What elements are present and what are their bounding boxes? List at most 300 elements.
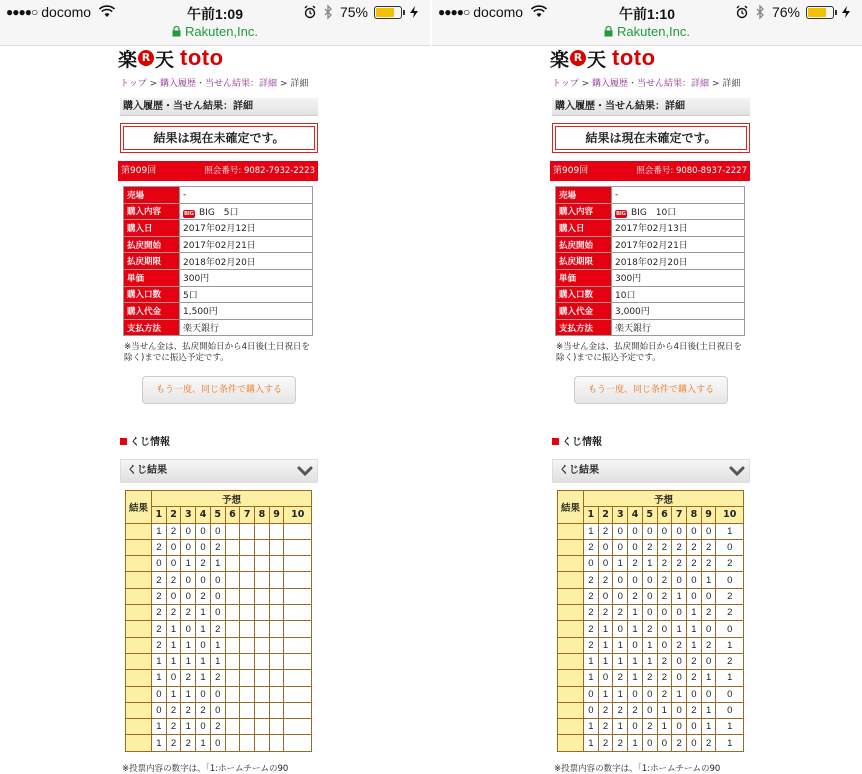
- breadcrumb-sep: >: [581, 79, 590, 89]
- grid-row: [558, 556, 744, 572]
- grid-cell: 0: [613, 572, 628, 588]
- result-notice-text: 結果は現在未確定です。: [123, 126, 315, 150]
- signal-icon: ●●●●○: [6, 5, 38, 19]
- grid-cell: 2: [196, 702, 211, 718]
- grid-row: [126, 556, 312, 572]
- breadcrumb-top-link[interactable]: トップ: [120, 79, 147, 89]
- url-text: Rakuten,Inc.: [617, 24, 690, 39]
- grid-cell: 1: [196, 653, 211, 669]
- grid-cell: 0: [181, 621, 196, 637]
- grid-cell: 0: [672, 572, 687, 588]
- grid-cell: 1: [613, 556, 628, 572]
- grid-cell: [284, 686, 312, 702]
- grid-cell: 0: [642, 686, 657, 702]
- grid-cell: 1: [598, 653, 613, 669]
- grid-row: [126, 539, 312, 555]
- grid-row: [126, 702, 312, 718]
- grid-cell: 1: [584, 735, 599, 751]
- grid-result-cell: [558, 539, 584, 555]
- grid-cell: [225, 686, 240, 702]
- grid-result-header: 結果: [558, 491, 584, 524]
- grid-cell: 0: [628, 637, 643, 653]
- battery-icon: [806, 6, 834, 19]
- grid-row: [126, 719, 312, 735]
- grid-cell: 0: [687, 523, 702, 539]
- grid-cell: 2: [701, 735, 716, 751]
- grid-cell: 0: [672, 670, 687, 686]
- grid-cell: 1: [598, 637, 613, 653]
- grid-row: [558, 588, 744, 604]
- grid-cell: [284, 702, 312, 718]
- bluetooth-icon: [754, 5, 766, 19]
- grid-cell: 0: [181, 523, 196, 539]
- grid-cell: [269, 605, 284, 621]
- grid-cell: [255, 653, 270, 669]
- square-bullet-icon: [552, 438, 559, 445]
- grid-cell: [284, 588, 312, 604]
- purchase-detail-table: [555, 186, 745, 336]
- url-bar[interactable]: [432, 24, 862, 39]
- grid-cell: 1: [181, 686, 196, 702]
- kuji-result-accordion[interactable]: [120, 459, 318, 483]
- kuji-info-label: くじ情報: [130, 437, 170, 448]
- grid-cell: 2: [716, 653, 744, 669]
- detail-key: 売場: [556, 187, 612, 204]
- detail-row: [124, 319, 313, 336]
- grid-row: [558, 719, 744, 735]
- grid-cell: 0: [584, 556, 599, 572]
- detail-value: -: [612, 187, 745, 204]
- detail-key: 購入代金: [124, 303, 180, 320]
- grid-cell: 0: [584, 702, 599, 718]
- breadcrumb-current: 詳細: [722, 79, 741, 89]
- grid-cell: [240, 702, 255, 718]
- charging-icon: [840, 5, 852, 19]
- grid-row: [126, 735, 312, 751]
- kuji-info-heading: [120, 433, 170, 448]
- grid-cell: 0: [196, 637, 211, 653]
- grid-column-header: 10: [284, 507, 312, 523]
- grid-cell: 0: [642, 523, 657, 539]
- grid-cell: 0: [642, 702, 657, 718]
- grid-result-cell: [558, 686, 584, 702]
- detail-key: 購入口数: [124, 286, 180, 303]
- breadcrumb-sep: >: [149, 79, 158, 89]
- rakuten-toto-logo[interactable]: [550, 46, 656, 70]
- purchase-detail-table: [123, 186, 313, 336]
- grid-cell: 0: [701, 588, 716, 604]
- grid-cell: 2: [152, 539, 167, 555]
- grid-cell: [255, 621, 270, 637]
- grid-column-header: 10: [716, 507, 744, 523]
- grid-cell: 1: [716, 719, 744, 735]
- grid-row: [126, 653, 312, 669]
- grid-cell: [255, 686, 270, 702]
- grid-cell: [255, 523, 270, 539]
- grid-cell: [240, 719, 255, 735]
- grid-cell: 2: [598, 572, 613, 588]
- grid-cell: 2: [687, 670, 702, 686]
- grid-cell: 0: [716, 702, 744, 718]
- grid-cell: 2: [210, 670, 225, 686]
- grid-cell: [269, 523, 284, 539]
- grid-cell: 2: [716, 605, 744, 621]
- grid-cell: [284, 637, 312, 653]
- grid-cell: 2: [672, 556, 687, 572]
- grid-cell: 1: [584, 653, 599, 669]
- logo-ten: 天: [587, 48, 607, 71]
- grid-cell: 2: [701, 556, 716, 572]
- grid-cell: 1: [181, 637, 196, 653]
- grid-cell: 1: [181, 556, 196, 572]
- grid-cell: [225, 523, 240, 539]
- grid-result-cell: [126, 735, 152, 751]
- detail-row: [124, 286, 313, 303]
- grid-cell: 0: [642, 588, 657, 604]
- detail-row: [556, 269, 745, 286]
- detail-row: [556, 220, 745, 237]
- breadcrumb-sep: >: [279, 79, 288, 89]
- grid-cell: 2: [657, 588, 672, 604]
- grid-cell: [269, 719, 284, 735]
- grid-cell: 1: [628, 605, 643, 621]
- grid-cell: 2: [166, 572, 181, 588]
- detail-value: 300円: [612, 269, 745, 286]
- grid-cell: [269, 588, 284, 604]
- grid-cell: 1: [613, 686, 628, 702]
- grid-cell: 0: [687, 572, 702, 588]
- status-right: [304, 4, 420, 20]
- grid-cell: 0: [613, 539, 628, 555]
- grid-cell: 1: [642, 653, 657, 669]
- detail-value: 2018年02月20日: [612, 253, 745, 270]
- grid-cell: 0: [716, 539, 744, 555]
- grid-cell: 1: [210, 556, 225, 572]
- grid-cell: 0: [166, 556, 181, 572]
- alarm-icon: [304, 5, 316, 19]
- grid-result-cell: [126, 653, 152, 669]
- detail-key: 単価: [124, 269, 180, 286]
- carrier-name: docomo: [41, 4, 92, 20]
- url-bar[interactable]: [0, 24, 430, 39]
- kuji-result-accordion[interactable]: [552, 459, 750, 483]
- grid-cell: 0: [210, 605, 225, 621]
- detail-row: [124, 253, 313, 270]
- breadcrumb: [120, 76, 308, 89]
- grid-cell: 0: [672, 702, 687, 718]
- grid-cell: 1: [701, 702, 716, 718]
- grid-cell: 0: [657, 637, 672, 653]
- grid-cell: 2: [166, 702, 181, 718]
- detail-key: 払戻開始: [124, 236, 180, 253]
- grid-cell: 2: [152, 637, 167, 653]
- grid-cell: 0: [628, 539, 643, 555]
- charging-icon: [408, 5, 420, 19]
- grid-cell: 2: [181, 605, 196, 621]
- grid-cell: 0: [642, 572, 657, 588]
- detail-key: 購入日: [124, 220, 180, 237]
- grid-cell: 1: [716, 637, 744, 653]
- payout-note: ※当せん金は、払戻開始日から4日後(土日祝日を除く)までに振込予定です。: [556, 342, 742, 363]
- grid-cell: [269, 637, 284, 653]
- breadcrumb-history-link[interactable]: 購入履歴・当せん結果：詳細: [592, 79, 710, 89]
- grid-cell: 1: [628, 670, 643, 686]
- grid-cell: [284, 605, 312, 621]
- grid-cell: [269, 556, 284, 572]
- grid-cell: 1: [196, 735, 211, 751]
- breadcrumb-top-link[interactable]: トップ: [552, 79, 579, 89]
- detail-row: [556, 203, 745, 220]
- grid-cell: 0: [210, 702, 225, 718]
- grid-cell: 1: [152, 670, 167, 686]
- detail-key: 払戻期限: [556, 253, 612, 270]
- grid-column-header: 6: [225, 507, 240, 523]
- grid-cell: 2: [701, 605, 716, 621]
- grid-cell: 1: [598, 686, 613, 702]
- grid-column-header: 9: [701, 507, 716, 523]
- grid-row: [126, 637, 312, 653]
- grid-result-cell: [558, 735, 584, 751]
- big-lottery-icon: BIG: [616, 210, 626, 217]
- grid-cell: 1: [701, 670, 716, 686]
- grid-cell: 0: [613, 621, 628, 637]
- detail-value: 楽天銀行: [612, 319, 745, 336]
- grid-cell: 1: [672, 621, 687, 637]
- grid-result-cell: [558, 588, 584, 604]
- grid-cell: 1: [166, 621, 181, 637]
- grid-cell: 2: [584, 621, 599, 637]
- grid-cell: 1: [613, 653, 628, 669]
- grid-cell: 2: [687, 702, 702, 718]
- grid-prediction-header: 予想: [152, 491, 312, 507]
- reference-number: 照会番号: 9082-7932-2223: [204, 166, 315, 176]
- grid-column-header: 3: [613, 507, 628, 523]
- detail-row: [124, 269, 313, 286]
- big-lottery-icon: BIG: [184, 210, 194, 217]
- grid-cell: 1: [166, 686, 181, 702]
- grid-result-cell: [126, 686, 152, 702]
- grid-cell: [240, 605, 255, 621]
- grid-cell: 1: [613, 637, 628, 653]
- grid-cell: 1: [152, 523, 167, 539]
- grid-cell: 2: [672, 539, 687, 555]
- battery-fill: [376, 8, 394, 17]
- battery-percent: 75%: [339, 4, 368, 20]
- detail-value-text: BIG 10口: [631, 207, 677, 218]
- detail-value: 楽天銀行: [180, 319, 313, 336]
- detail-value: 3,000円: [612, 303, 745, 320]
- grid-cell: 2: [584, 572, 599, 588]
- grid-cell: 2: [210, 539, 225, 555]
- grid-cell: 2: [687, 556, 702, 572]
- grid-cell: 1: [716, 735, 744, 751]
- grid-cell: 0: [152, 686, 167, 702]
- grid-column-header: 1: [584, 507, 599, 523]
- grid-cell: 1: [181, 653, 196, 669]
- grid-result-cell: [558, 637, 584, 653]
- grid-row: [558, 702, 744, 718]
- grid-cell: 1: [657, 719, 672, 735]
- grid-cell: 0: [701, 653, 716, 669]
- grid-cell: 1: [166, 653, 181, 669]
- grid-cell: 0: [701, 686, 716, 702]
- detail-key: 購入日: [556, 220, 612, 237]
- grid-cell: 0: [672, 605, 687, 621]
- grid-cell: 2: [598, 735, 613, 751]
- grid-cell: [255, 719, 270, 735]
- payout-note: ※当せん金は、払戻開始日から4日後(土日祝日を除く)までに振込予定です。: [124, 342, 310, 363]
- grid-cell: 0: [716, 686, 744, 702]
- detail-value: 300円: [180, 269, 313, 286]
- grid-cell: 2: [657, 539, 672, 555]
- grid-cell: [225, 670, 240, 686]
- grid-cell: 2: [657, 653, 672, 669]
- grid-cell: 1: [181, 719, 196, 735]
- rakuten-toto-logo[interactable]: [118, 46, 224, 70]
- grid-cell: 0: [628, 719, 643, 735]
- grid-cell: [269, 572, 284, 588]
- grid-cell: 0: [687, 686, 702, 702]
- grid-cell: 0: [657, 735, 672, 751]
- grid-cell: [240, 523, 255, 539]
- grid-column-header: 7: [240, 507, 255, 523]
- detail-value: [612, 203, 745, 220]
- grid-cell: 2: [181, 735, 196, 751]
- grid-result-cell: [126, 719, 152, 735]
- grid-cell: 2: [613, 702, 628, 718]
- grid-cell: 2: [210, 621, 225, 637]
- grid-cell: 2: [672, 735, 687, 751]
- grid-cell: [284, 735, 312, 751]
- grid-cell: 2: [628, 588, 643, 604]
- grid-cell: 0: [210, 523, 225, 539]
- grid-row: [558, 735, 744, 751]
- detail-value: 2017年02月12日: [180, 220, 313, 237]
- round-bar: [118, 161, 318, 181]
- round-number: 第909回: [553, 166, 589, 176]
- grid-result-cell: [126, 556, 152, 572]
- grid-cell: 1: [628, 621, 643, 637]
- grid-cell: 0: [210, 735, 225, 751]
- grid-cell: 1: [166, 637, 181, 653]
- grid-cell: 2: [598, 719, 613, 735]
- grid-cell: 2: [716, 588, 744, 604]
- grid-result-cell: [558, 605, 584, 621]
- footer-note: ※投票内容の数字は、「1:ホームチームの90: [554, 764, 721, 774]
- kuji-result-label: くじ結果: [559, 465, 599, 476]
- grid-cell: 2: [687, 539, 702, 555]
- grid-cell: 0: [657, 605, 672, 621]
- grid-cell: 2: [166, 719, 181, 735]
- grid-cell: 1: [628, 735, 643, 751]
- grid-cell: [284, 670, 312, 686]
- grid-cell: 2: [584, 637, 599, 653]
- grid-column-header: 9: [269, 507, 284, 523]
- grid-cell: 0: [196, 523, 211, 539]
- lock-icon: [172, 26, 181, 37]
- rebuy-button[interactable]: もう一度、同じ条件で購入する: [574, 376, 728, 404]
- detail-key: 購入内容: [556, 203, 612, 220]
- grid-cell: 0: [613, 588, 628, 604]
- grid-cell: [225, 539, 240, 555]
- grid-cell: 2: [181, 670, 196, 686]
- grid-column-header: 2: [598, 507, 613, 523]
- detail-key: 支払方法: [556, 319, 612, 336]
- grid-cell: 1: [672, 588, 687, 604]
- grid-cell: 1: [598, 621, 613, 637]
- grid-cell: 1: [701, 719, 716, 735]
- grid-cell: 0: [657, 523, 672, 539]
- grid-row: [126, 523, 312, 539]
- grid-cell: 2: [166, 605, 181, 621]
- section-title: 購入履歴・当せん結果：詳細: [552, 98, 750, 116]
- screenshot-panel-left: [0, 0, 430, 774]
- grid-column-header: 4: [628, 507, 643, 523]
- breadcrumb-history-link[interactable]: 購入履歴・当せん結果：詳細: [160, 79, 278, 89]
- grid-cell: 0: [196, 686, 211, 702]
- grid-cell: 0: [657, 621, 672, 637]
- grid-cell: 2: [642, 670, 657, 686]
- footer-note: ※投票内容の数字は、「1:ホームチームの90: [122, 764, 289, 774]
- detail-value: 2018年02月20日: [180, 253, 313, 270]
- grid-cell: 2: [584, 539, 599, 555]
- grid-cell: 1: [152, 653, 167, 669]
- grid-cell: 0: [687, 719, 702, 735]
- grid-cell: [255, 572, 270, 588]
- grid-result-cell: [558, 702, 584, 718]
- detail-value: 2017年02月21日: [612, 236, 745, 253]
- detail-key: 購入内容: [124, 203, 180, 220]
- grid-cell: 0: [672, 653, 687, 669]
- grid-cell: [255, 588, 270, 604]
- detail-value: -: [180, 187, 313, 204]
- bluetooth-icon: [322, 5, 334, 19]
- grid-result-cell: [126, 605, 152, 621]
- grid-row: [558, 653, 744, 669]
- grid-cell: 1: [196, 605, 211, 621]
- grid-row: [558, 523, 744, 539]
- grid-cell: [225, 605, 240, 621]
- grid-cell: 0: [584, 686, 599, 702]
- lock-icon: [604, 26, 613, 37]
- grid-cell: [284, 523, 312, 539]
- grid-result-cell: [126, 670, 152, 686]
- grid-cell: [269, 686, 284, 702]
- section-title: 購入履歴・当せん結果：詳細: [120, 98, 318, 116]
- result-notice: [120, 123, 318, 153]
- grid-cell: [255, 556, 270, 572]
- logo-ten: 天: [155, 48, 175, 71]
- kuji-info-heading: [552, 433, 602, 448]
- grid-cell: [269, 621, 284, 637]
- grid-result-cell: [558, 653, 584, 669]
- grid-cell: [225, 621, 240, 637]
- chevron-down-icon: [729, 465, 745, 477]
- logo-raku: 楽: [118, 48, 138, 71]
- grid-result-cell: [558, 523, 584, 539]
- detail-value-text: BIG 5口: [199, 207, 239, 218]
- rebuy-button[interactable]: もう一度、同じ条件で購入する: [142, 376, 296, 404]
- grid-row: [558, 605, 744, 621]
- grid-cell: 1: [628, 653, 643, 669]
- grid-result-cell: [558, 719, 584, 735]
- detail-key: 払戻期限: [124, 253, 180, 270]
- grid-cell: 0: [152, 702, 167, 718]
- clock: 午前1:09: [186, 6, 244, 22]
- detail-key: 支払方法: [124, 319, 180, 336]
- detail-row: [556, 319, 745, 336]
- grid-cell: 2: [598, 605, 613, 621]
